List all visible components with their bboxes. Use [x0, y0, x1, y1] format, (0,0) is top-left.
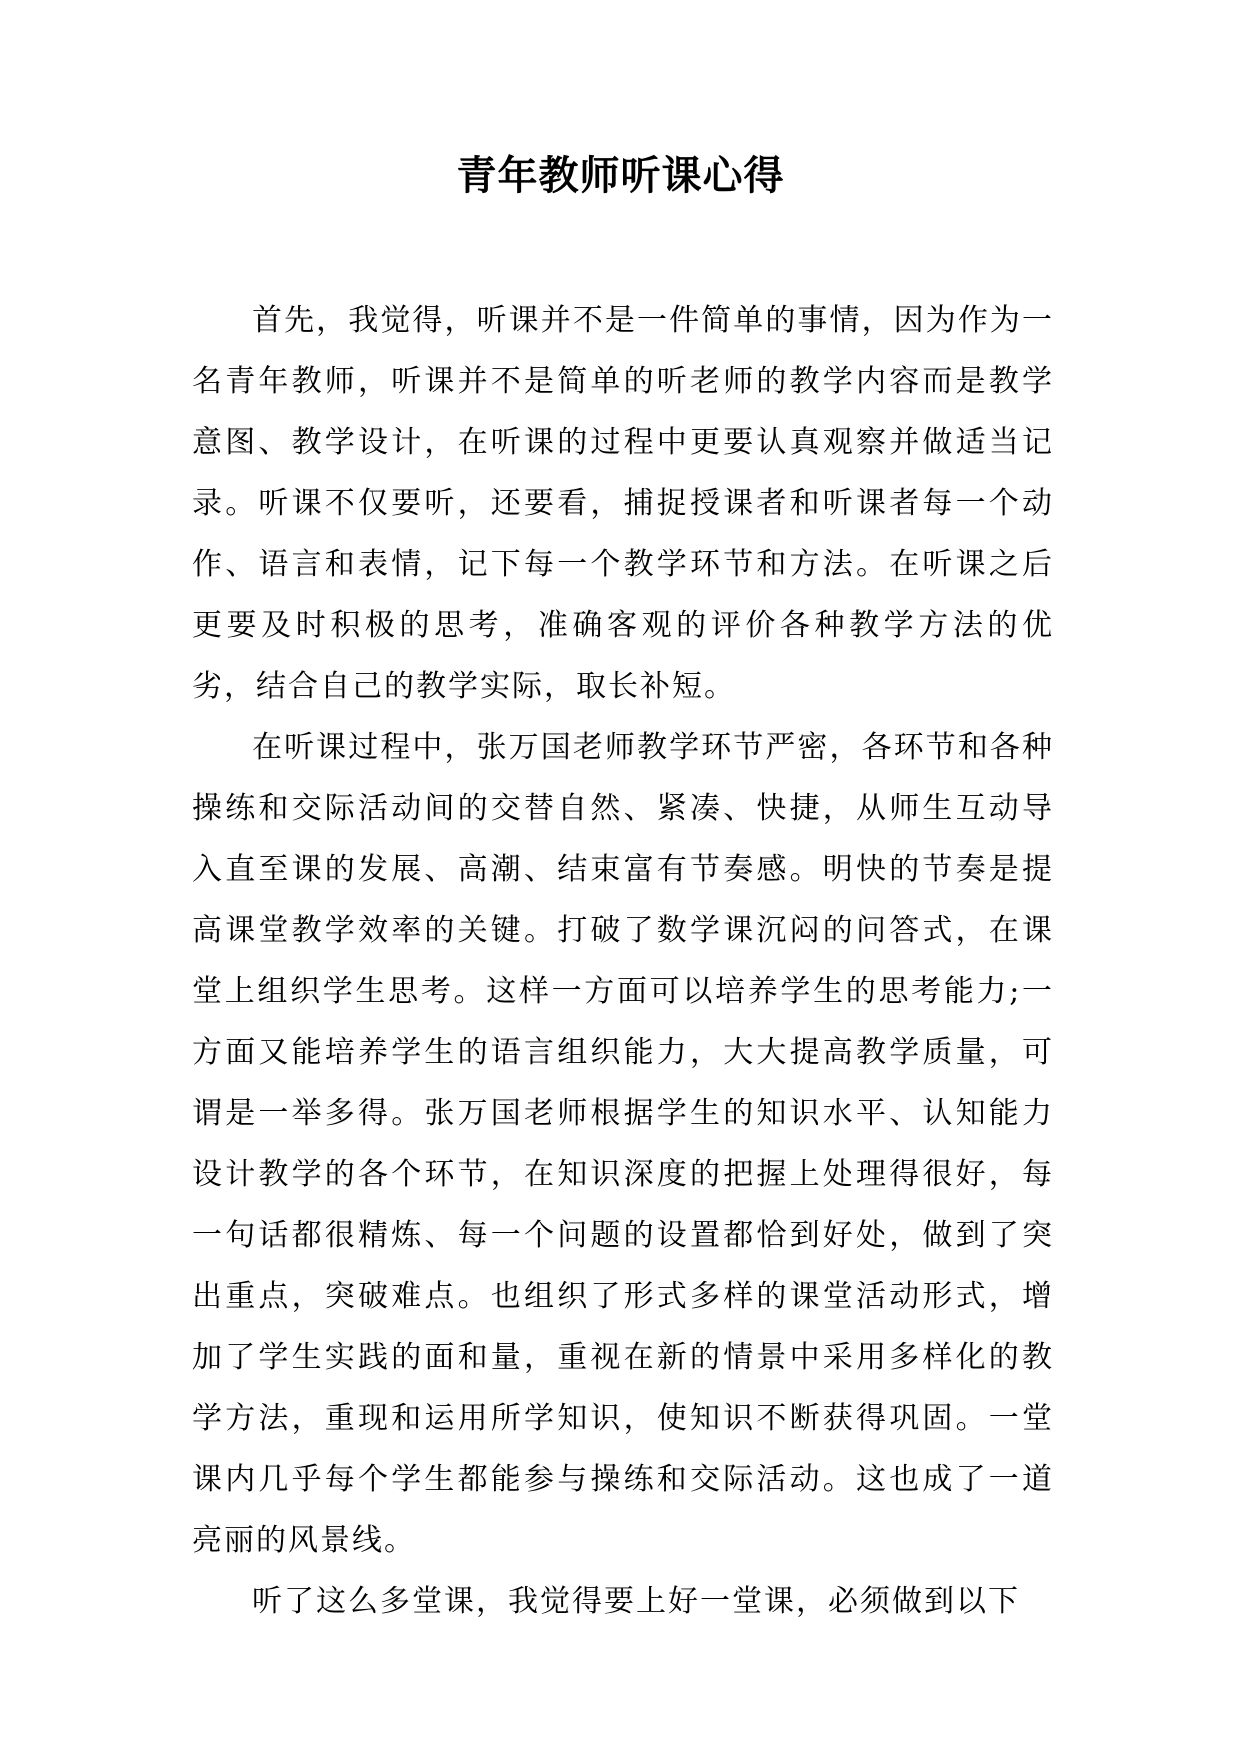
document-body	[192, 290, 1054, 1632]
paragraph-1: 首先，我觉得，听课并不是一件简单的事情，因为作为一名青年教师，听课并不是简单的听老师的教学内容而是教学意图、教学设计，在听课的过程中更要认真观察并做适当记录。听课不仅要听，还要看，捕捉授课者和听课者每一个动作、语言和表情，记下每一个教学环节和方法。在听课之后更要及时积极的思考，准确客观的评价各种教学方法的优劣，结合自己的教学实际，取长补短。	[192, 303, 1054, 704]
document-title: 青年教师听课心得	[456, 153, 785, 199]
paragraph-3: 听了这么多堂课，我觉得要上好一堂课，必须做到以下	[252, 1584, 1020, 1619]
paragraph-2: 在听课过程中，张万国老师教学环节严密，各环节和各种操练和交际活动间的交替自然、紧凑、快捷，从师生互动导入直至课的发展、高潮、结束富有节奏感。明快的节奏是提高课堂教学效率的关键。打破了数学课沉闷的问答式，在课堂上组织学生思考。这样一方面可以培养学生的思考能力;一方面又能培养学生的语言组织能力，大大提高教学质量，可谓是一举多得。张万国老师根据学生的知识水平、认知能力设计教学的各个环节，在知识深度的把握上处理得很好，每一句话都很精炼、每一个问题的设置都恰到好处，做到了突出重点，突破难点。也组织了形式多样的课堂活动形式，增加了学生实践的面和量，重视在新的情景中采用多样化的教学方法，重现和运用所学知识，使知识不断获得巩固。一堂课内几乎每个学生都能参与操练和交际活动。这也成了一道亮丽的风景线。	[192, 730, 1054, 1558]
